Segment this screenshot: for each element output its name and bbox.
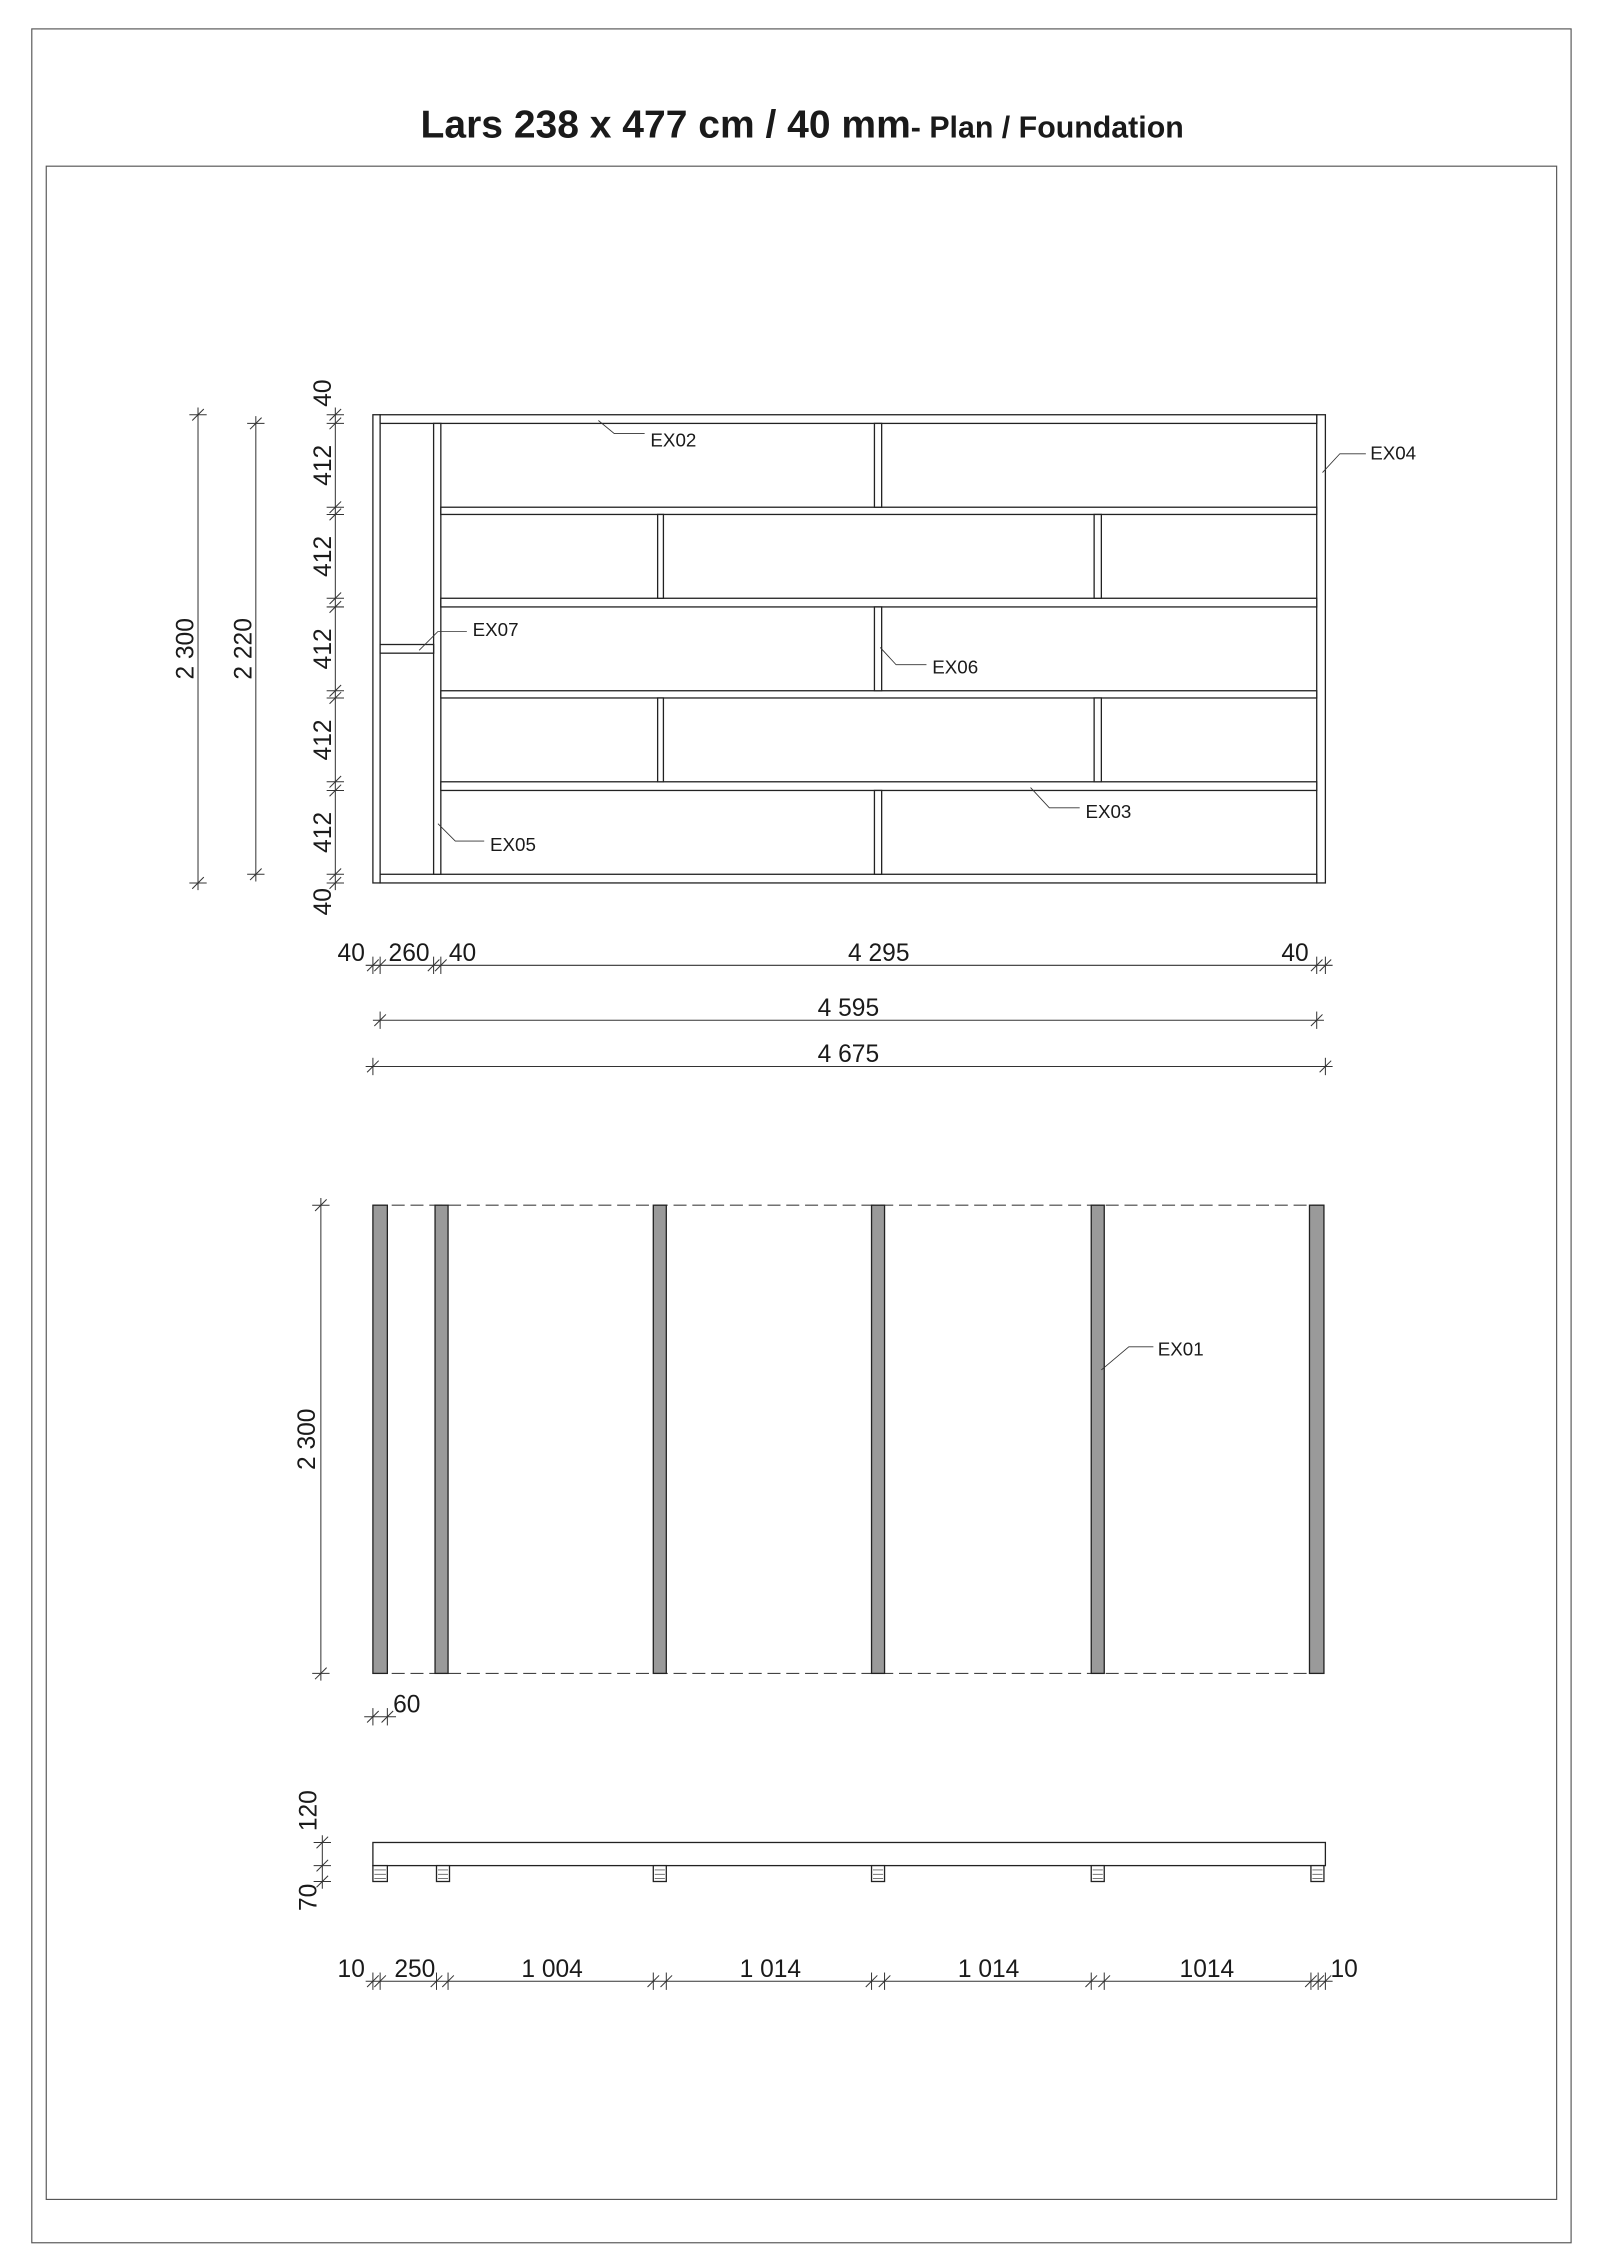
dimension-joist-spacing: 412	[309, 444, 337, 486]
support-blocks	[373, 1866, 1324, 1882]
nogging	[1094, 698, 1101, 782]
rim-joist-left	[373, 415, 380, 883]
leader-ex06	[880, 647, 926, 664]
nogging	[1094, 514, 1101, 598]
dimension-joist-spacing: 412	[309, 719, 337, 761]
dimension-foundation-width: 2 300	[294, 1408, 322, 1471]
leader-ex01	[1101, 1347, 1153, 1370]
dimension-joist-spacing: 412	[309, 535, 337, 577]
dimension-joist-spacing: 412	[309, 811, 337, 853]
callout-ex01: EX01	[1157, 1338, 1204, 1360]
nogging	[658, 698, 664, 782]
elevation-view	[296, 1790, 1358, 1983]
support-block	[436, 1866, 449, 1882]
foundation-beam	[1309, 1205, 1323, 1673]
dimension-beam-spacing: 1 014	[739, 1955, 802, 1983]
dimension-inner-length: 4 595	[817, 994, 880, 1022]
callout-ex03: EX03	[1085, 800, 1132, 822]
support-block	[1311, 1866, 1324, 1882]
nogging	[658, 514, 664, 598]
dimension-length-chain: 40	[448, 939, 477, 967]
callout-ex02: EX02	[650, 429, 697, 451]
callout-ex05: EX05	[489, 834, 536, 856]
callout-ex06: EX06	[932, 656, 979, 678]
dimension-length-chain: 40	[337, 939, 365, 967]
dimension-joist-spacing: 40	[309, 888, 337, 916]
sheet-inner-border	[46, 166, 1556, 2199]
dimension-length-chain: 40	[1281, 939, 1309, 967]
dimension-length-chain: 260	[388, 939, 430, 967]
dimension-joist-spacing: 412	[309, 628, 337, 670]
dimension-frame-height: 120	[295, 1790, 323, 1832]
dimension-beam-spacing: 1014	[1179, 1955, 1235, 1983]
nogging	[874, 423, 881, 507]
nogging-left-strip	[380, 645, 433, 654]
dimension-beam-spacing: 1 004	[521, 1955, 583, 1983]
foundation-beam	[435, 1205, 448, 1673]
dimension-beam-width: 60	[393, 1691, 421, 1719]
floor-joist	[441, 691, 1317, 698]
sheet-outer-border	[32, 29, 1571, 2243]
leader-ex05	[438, 824, 484, 841]
dimension-inner-width: 2 220	[230, 618, 258, 680]
foundation-beam	[1091, 1205, 1104, 1673]
dimension-ticks	[189, 409, 1331, 1990]
rim-joist-right	[1317, 415, 1326, 883]
support-block	[373, 1866, 387, 1882]
support-block	[653, 1866, 666, 1882]
dimension-length-chain: 4 295	[848, 939, 910, 967]
callout-ex04: EX04	[1370, 442, 1417, 464]
title-main: Lars 238 x 477 cm / 40 mm	[420, 103, 911, 147]
floor-joist	[441, 598, 1317, 607]
dimension-beam-spacing: 10	[1330, 1955, 1358, 1983]
dimension-overall-length: 4 675	[817, 1041, 880, 1069]
nogging	[874, 790, 881, 874]
dimension-beam-spacing: 250	[394, 1955, 436, 1983]
dimension-joist-spacing: 40	[309, 379, 337, 407]
dimension-overall-width: 2 300	[172, 618, 200, 680]
title-sub: - Plan / Foundation	[910, 111, 1184, 145]
inner-joist-vertical	[434, 423, 441, 874]
floor-joist	[441, 507, 1317, 514]
floor-frame-side	[373, 1842, 1325, 1865]
support-block	[1091, 1866, 1104, 1882]
foundation-beam	[653, 1205, 666, 1673]
rim-joist-top	[380, 415, 1317, 424]
leader-ex04	[1322, 454, 1365, 473]
dimension-block-height: 70	[295, 1883, 323, 1912]
support-block	[872, 1866, 885, 1882]
nogging	[874, 607, 881, 691]
plan-view	[173, 379, 1416, 1068]
foundation-view	[294, 1198, 1324, 1718]
dimension-beam-spacing: 10	[337, 1955, 365, 1983]
sheet-title	[421, 103, 1184, 146]
floor-joist	[441, 782, 1317, 791]
dimension-beam-spacing: 1 014	[957, 1955, 1020, 1983]
rim-joist-bottom	[380, 874, 1317, 883]
callout-ex07: EX07	[472, 618, 519, 640]
foundation-beam	[373, 1205, 387, 1673]
foundation-beam	[872, 1205, 885, 1673]
